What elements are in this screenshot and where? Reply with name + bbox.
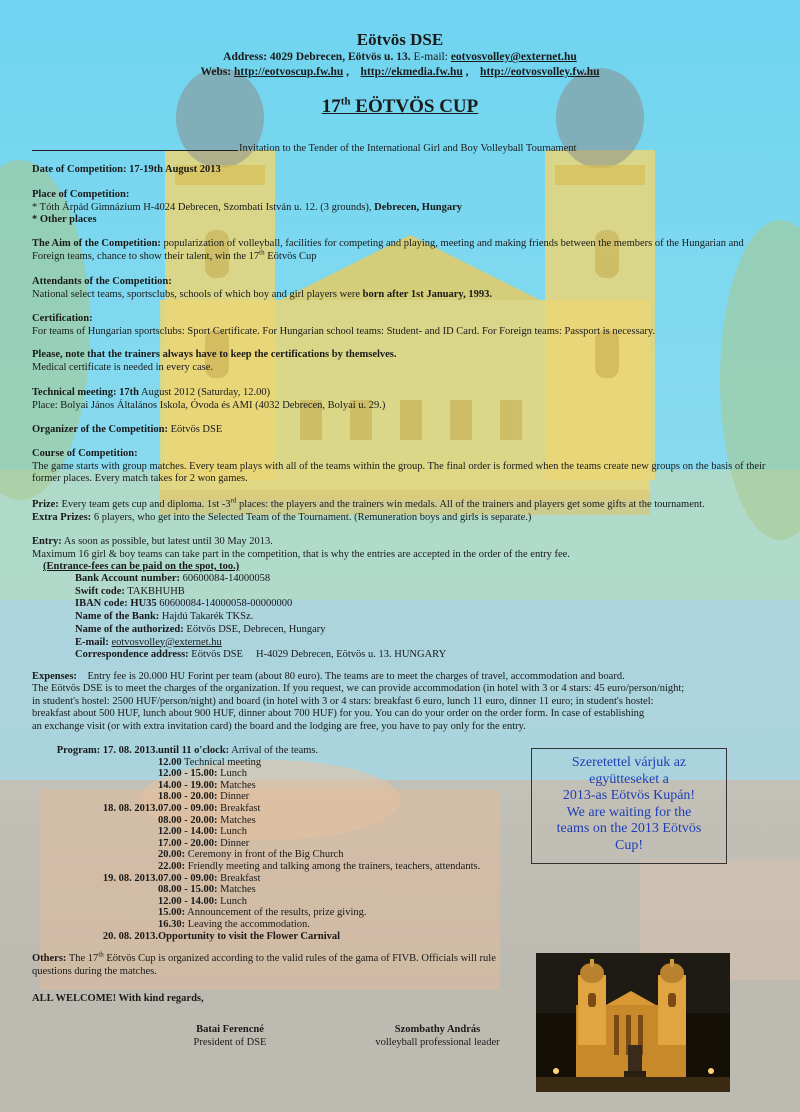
- entry-label: Entry:: [32, 536, 62, 547]
- program-date: 18. 08. 2013.: [102, 802, 158, 814]
- program-time: 12.00: [158, 756, 182, 768]
- cup-ordinal: th: [340, 95, 351, 108]
- place-2: * Other places: [32, 214, 97, 226]
- expenses-line-4: breakfast about 500 HUF, lunch about 900 HUF, dinner about 700 HUF) for you. You can do your order on the order form. In case of establishing: [32, 708, 645, 720]
- note-bold: Please, note that the trainers always have to keep the certifications by themselves.: [32, 349, 397, 360]
- technical-meeting-label: Technical meeting: 17th: [32, 387, 139, 398]
- bank-email-link[interactable]: eotvosvolley@externet.hu: [111, 636, 222, 648]
- others-label: Others:: [32, 953, 67, 964]
- program-time: 08.00 - 20.00:: [158, 814, 218, 826]
- course-section: [32, 448, 774, 486]
- attendants-text: National select teams, sportsclubs, schools of which boy and girl players were: [32, 288, 363, 300]
- welcome-line: teams on the 2013 Eötvös: [556, 821, 702, 836]
- attendants-body: [32, 289, 774, 302]
- program-event: Lunch: [217, 826, 247, 838]
- organizer-section: [32, 424, 774, 437]
- cup-name: EÖTVÖS CUP: [350, 96, 479, 117]
- note-text: Medical certificate is needed in every case.: [32, 361, 214, 373]
- welcome-message-box: [531, 748, 727, 864]
- web-link-ekmedia[interactable]: http://ekmedia.fw.hu: [360, 66, 463, 78]
- extra-prize-text: 6 players, who get into the Selected Team of the Tournament. (Remuneration boys and girls is separate.): [91, 511, 532, 523]
- address-line: [0, 51, 800, 63]
- place-1: [32, 202, 774, 215]
- bank-email-label: E-mail:: [75, 636, 109, 648]
- note-section: [32, 349, 774, 374]
- program-time: 18.00 - 20.00:: [158, 791, 218, 803]
- welcome-line: együtteseket a: [589, 771, 669, 787]
- aim-text: popularization of volleyball, facilities for competing and playing, meeting and making friends between the members of the Hungarian and Foreign teams, chance to show their talent, win the 17: [32, 238, 744, 262]
- blank-line: [32, 140, 238, 151]
- church-night-photo: [536, 953, 730, 1092]
- iban-label: IBAN code: HU35: [75, 598, 157, 610]
- program-time: 17.00 - 20.00:: [158, 837, 218, 849]
- correspondence-label: Correspondence address:: [75, 649, 189, 661]
- bank-account-label: Bank Account number:: [75, 573, 181, 584]
- signature-president: [150, 1023, 310, 1049]
- web-separator: ,: [343, 66, 350, 78]
- others-text-1: The 17: [66, 953, 99, 964]
- entry-line: [32, 536, 774, 549]
- program-event: Dinner: [217, 837, 250, 849]
- cup-number: 17: [321, 96, 341, 117]
- websites-line: [0, 66, 800, 78]
- bank-row: [75, 573, 446, 586]
- program-date: 19. 08. 2013.: [102, 872, 158, 884]
- program-event: Breakfast: [217, 802, 261, 814]
- program-entry: [158, 849, 343, 861]
- program-time: 14.00 - 19.00:: [158, 779, 218, 791]
- signer-role: volleyball professional leader: [375, 1037, 500, 1048]
- correspondence-value: Eötvös DSE H-4029 Debrecen, Eötvös u. 13. HUNGARY: [188, 649, 447, 661]
- aim-label: The Aim of the Competition:: [32, 238, 161, 249]
- address-label: Address: 4029 Debrecen, Eötvös u. 13.: [223, 51, 411, 63]
- program-entry: [158, 896, 247, 908]
- program-event: Matches: [217, 779, 256, 791]
- aim-end: Eötvös Cup: [264, 250, 317, 262]
- bank-row: [75, 586, 446, 599]
- swift-value: TAKBHUHB: [124, 585, 185, 597]
- prize-line: [32, 496, 774, 512]
- course-text: The game starts with group matches. Every team plays with all of the teams within the group. The final order is formed when the teams create new groups on the basis of their former places. Every match takes for 2 won games.: [32, 460, 766, 485]
- program-event: Lunch: [217, 768, 247, 780]
- others-text-2: Eötvös Cup is organized according to the valid rules of the gama of FIVB. Officials will rule: [103, 953, 496, 964]
- certification-label: Certification:: [32, 313, 93, 324]
- extra-prize-line: [32, 512, 774, 525]
- signature-leader: [350, 1023, 525, 1049]
- program-event: Dinner: [217, 791, 250, 803]
- bank-name-label: Name of the Bank:: [75, 611, 160, 623]
- program-event: Technical meeting: [181, 756, 262, 768]
- authorized-value: Eötvös DSE, Debrecen, Hungary: [183, 623, 326, 635]
- program-time: Opportunity to visit the Flower Carnival: [158, 930, 341, 942]
- web-link-eotvoscup[interactable]: http://eotvoscup.fw.hu: [234, 66, 344, 78]
- bank-account-value: 60600084-14000058: [180, 573, 271, 584]
- entry-text-2: Maximum 16 girl & boy teams can take part in the competition, that is why the entries are accepted in the order of the entry fee.: [32, 548, 570, 560]
- program-entry: [158, 780, 256, 792]
- entry-section: [32, 536, 774, 561]
- program-time: 12.00 - 14.00:: [158, 895, 218, 907]
- attendants-label: Attendants of the Competition:: [32, 276, 172, 287]
- signer-name: Szombathy András: [394, 1024, 481, 1035]
- program-time: 22.00:: [158, 860, 186, 872]
- bank-details: [75, 573, 446, 662]
- program-date: 20. 08. 2013.: [102, 930, 158, 942]
- email-label: E-mail:: [413, 51, 448, 63]
- bank-row: [75, 637, 446, 650]
- place-1-text: * Tóth Árpád Gimnázium H-4024 Debrecen, Szombati István u. 12. (3 grounds),: [32, 201, 375, 213]
- program-entry: [158, 791, 249, 803]
- expenses-label: Expenses:: [32, 671, 77, 682]
- welcome-line: 2013-as Eötvös Kupán!: [562, 788, 696, 803]
- invitation-line: [32, 140, 576, 154]
- program-event: Announcement of the results, prize giving.: [185, 907, 367, 919]
- welcome-line: Cup!: [615, 837, 643, 853]
- organization-name: Eötvös DSE: [356, 30, 444, 49]
- bank-row: [75, 611, 446, 624]
- web-link-eotvosvolley[interactable]: http://eotvosvolley.fw.hu: [480, 66, 600, 78]
- organizer-text: Eötvös DSE: [168, 424, 223, 435]
- aim-sup: th: [259, 248, 265, 257]
- program-event: Breakfast: [217, 872, 261, 884]
- program-time: 20.00:: [158, 849, 186, 861]
- technical-meeting-date: August 2012 (Saturday, 12.00): [138, 387, 271, 398]
- program-event: Friendly meeting and talking among the trainers, teachers, attendants.: [185, 860, 481, 872]
- program-entry: [158, 745, 318, 757]
- prize-sup: rd: [230, 496, 237, 505]
- program-entry: [158, 768, 247, 780]
- attendants-birth: born after 1st January, 1993.: [362, 288, 492, 300]
- others-section: [32, 950, 532, 978]
- place-section: [32, 189, 774, 227]
- aim-section: [32, 238, 774, 263]
- others-line-2: questions during the matches.: [32, 965, 157, 977]
- email-link[interactable]: eotvosvolley@externet.hu: [450, 51, 577, 63]
- iban-value: 60600084-14000058-00000000: [156, 598, 293, 610]
- program-time: 16.30:: [158, 918, 186, 930]
- expenses-line-3: in student's hostel: 2500 HUF/person/night) and board (in hotel with 3 or 4 stars: breakfast 6 euro, lunch 11 euro, dinner 11 euro; in student's hostel:: [32, 695, 654, 707]
- program-entry: [158, 884, 256, 896]
- program-event: Matches: [217, 884, 256, 896]
- attendants-section: [32, 276, 774, 301]
- place-label: Place of Competition:: [32, 189, 130, 200]
- closing-line: ALL WELCOME! With kind regards,: [32, 993, 204, 1004]
- program-entry: [158, 757, 261, 769]
- webs-label: Webs:: [200, 66, 232, 78]
- program-entry: [158, 931, 340, 943]
- bank-name-value: Hajdú Takarék TKSz.: [159, 611, 254, 623]
- program-entry: [158, 815, 256, 827]
- expenses-line-5: an exchange visit (or with extra invitation card) the board and the lodging are free, you have to pay only for the entry.: [32, 720, 526, 732]
- entry-text: As soon as possible, but latest until 30 May 2013.: [61, 536, 273, 547]
- expenses-text-1: Entry fee is 20.000 HU Forint per team (about 80 euro). The teams are to meet the charges of travel, accommodation and board.: [76, 671, 625, 682]
- organizer-label: Organizer of the Competition:: [32, 424, 168, 435]
- program-time: 12.00 - 15.00:: [158, 768, 218, 780]
- welcome-line: We are waiting for the: [566, 804, 692, 820]
- bank-row: [75, 649, 446, 662]
- others-line-1: [32, 950, 532, 966]
- course-label: Course of Competition:: [32, 448, 138, 459]
- program-event: Arrival of the teams.: [229, 745, 319, 756]
- prize-text: Every team gets cup and diploma. 1st -3: [58, 499, 231, 510]
- signer-role: President of DSE: [193, 1037, 267, 1048]
- program-event: Ceremony in front of the Big Church: [185, 849, 344, 861]
- program-entry: [158, 873, 260, 885]
- date-of-competition: Date of Competition: 17-19th August 2013: [32, 164, 221, 175]
- authorized-label: Name of the authorized:: [75, 623, 184, 635]
- program-time: until 11 o'clock:: [158, 745, 230, 756]
- place-1-city: Debrecen, Hungary: [374, 201, 463, 213]
- technical-meeting-line: [32, 387, 774, 400]
- extra-prize-label: Extra Prizes:: [32, 511, 92, 523]
- web-separator: ,: [462, 66, 469, 78]
- entrance-fee-note: (Entrance-fees can be paid on the spot, too.): [43, 561, 240, 572]
- program-entry: [158, 907, 367, 919]
- expenses-line-2: The Eötvös DSE is to meet the charges of the organization. If you request, we can provide accommodation (in hotel with 3 or 4 stars: 45 euro/person/night;: [32, 683, 685, 695]
- program-time: 08.00 - 15.00:: [158, 884, 218, 896]
- prize-end: places: the players and the trainers win medals. All of the trainers and players get some gifts at the tournament.: [236, 499, 705, 510]
- program-time: 07.00 - 09.00:: [158, 802, 218, 814]
- expenses-section: [32, 671, 774, 733]
- signer-name: Batai Ferencné: [196, 1024, 264, 1035]
- program-entry: [158, 803, 260, 815]
- program-entry: [158, 919, 310, 931]
- program-event: Lunch: [217, 895, 247, 907]
- program-time: 12.00 - 14.00:: [158, 826, 218, 838]
- technical-meeting-place: Place: Bolyai János Általános Iskola, Óvoda és AMI (4032 Debrecen, Bolyai u. 29.): [32, 399, 386, 411]
- program-time: 07.00 - 09.00:: [158, 872, 218, 884]
- certification-section: [32, 313, 774, 338]
- swift-label: Swift code:: [75, 585, 125, 597]
- welcome-line: Szeretettel várjuk az: [571, 755, 687, 770]
- program-time: 15.00:: [158, 907, 186, 919]
- bank-row: [75, 624, 446, 637]
- program-entry: [158, 861, 480, 873]
- cup-title: [0, 96, 800, 118]
- program-entry: [158, 826, 247, 838]
- invitation-text: Invitation to the Tender of the International Girl and Boy Volleyball Tournament: [239, 143, 577, 154]
- prize-label: Prize:: [32, 499, 59, 510]
- technical-meeting-section: [32, 387, 774, 412]
- program-event: Leaving the accommodation.: [185, 918, 310, 930]
- expenses-line-1: [32, 671, 774, 683]
- certification-text: For teams of Hungarian sportsclubs: Sport Certificate. For Hungarian school teams: Student- and ID Card. For Foreign teams: Passport is necessary.: [32, 325, 656, 337]
- others-sup: th: [98, 950, 104, 959]
- bank-row: [75, 598, 446, 611]
- program-date: Program: 17. 08. 2013.: [56, 745, 158, 756]
- program-entry: [158, 838, 249, 850]
- prize-section: [32, 496, 774, 524]
- program-event: Matches: [217, 814, 256, 826]
